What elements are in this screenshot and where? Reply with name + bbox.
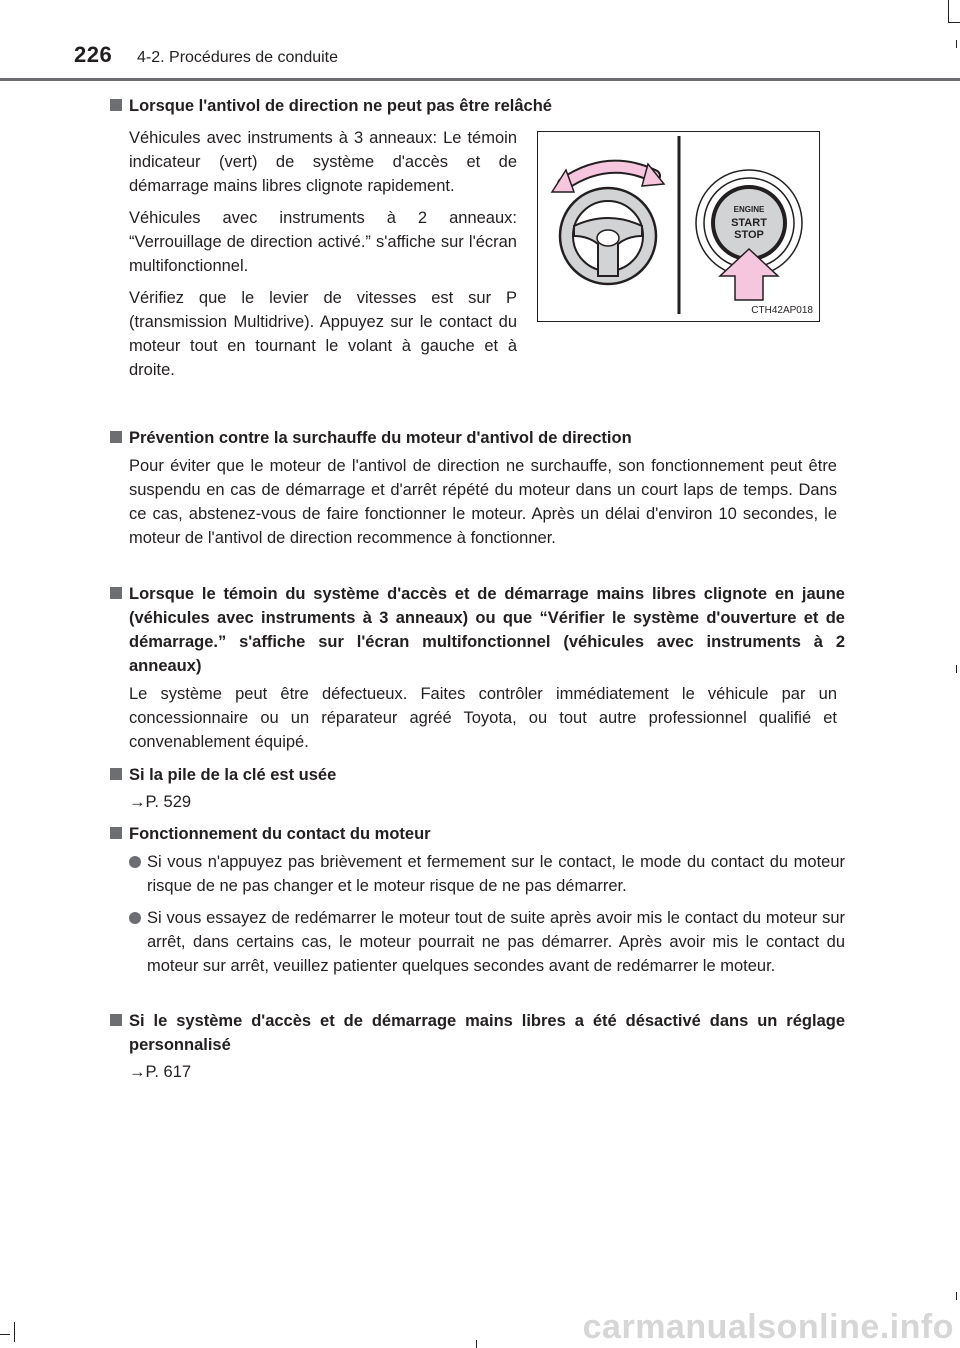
circle-bullet-icon (129, 856, 141, 868)
crop-mark (476, 1340, 477, 1348)
paragraph: Véhicules avec instruments à 2 anneaux: “Verrouillage de direction activé.” s'affiche sur l'écran multifonctionnel. (129, 209, 517, 275)
list-item: Si vous essayez de redémarrer le moteur tout de suite après avoir mis le contact du moteur sur arrêt, dans certains cas, le moteur pourrait ne pas démarrer. Après avoir mis le contact du moteur sur arrêt, veuillez patienter quelques secondes avant de redémarrer le moteur. (110, 906, 845, 978)
steering-wheel-icon (560, 188, 656, 284)
header-rule (0, 78, 960, 81)
crop-mark (14, 1322, 15, 1342)
square-bullet-icon (110, 587, 122, 599)
section-title: Fonctionnement du contact du moteur (110, 822, 845, 846)
paragraph: Le système peut être défectueux. Faites contrôler immédiatement le véhicule par un concessionnaire ou un réparateur agréé Toyota, ou tout autre professionnel qualifié et convenablement équipé. (129, 685, 837, 751)
figure-code: CTH42AP018 (751, 305, 813, 316)
chapter-title: 4-2. Procédures de conduite (137, 49, 339, 66)
illustration-svg (538, 132, 819, 321)
square-bullet-icon (110, 431, 122, 443)
section-title: Si le système d'accès et de démarrage mains libres a été désactivé dans un réglage personnalisé (110, 1009, 845, 1057)
square-bullet-icon (110, 768, 122, 780)
page-header (0, 0, 960, 82)
watermark: carmanualsonline.info (582, 1308, 954, 1346)
paragraph: Vérifiez que le levier de vitesses est sur P (transmission Multidrive). Appuyez sur le contact du moteur tout en tournant le volant à gauche et à droite. (129, 289, 517, 379)
svg-text:ENGINE: ENGINE (733, 205, 765, 214)
section-indicator-flashing (110, 582, 845, 754)
crop-mark (948, 0, 949, 22)
page-reference[interactable]: →P. 529 (129, 793, 192, 811)
section-title: Prévention contre la surchauffe du moteur d'antivol de direction (110, 426, 845, 450)
steering-and-start-button-illustration (537, 131, 820, 322)
square-bullet-icon (110, 1014, 122, 1026)
section-system-deactivated (110, 1009, 845, 1082)
square-bullet-icon (110, 99, 122, 111)
list-item: Si vous n'appuyez pas brièvement et fermement sur le contact, le mode du contact du moteur risque de ne pas changer et le moteur risque de ne pas démarrer. (110, 850, 845, 898)
circle-bullet-icon (129, 912, 141, 924)
section-title: Si la pile de la clé est usée (110, 763, 845, 787)
crop-mark (956, 665, 957, 673)
section-key-battery (110, 763, 845, 812)
crop-mark (948, 22, 960, 23)
paragraph: Véhicules avec instruments à 3 anneaux: Le témoin indicateur (vert) de système d'accès et de démarrage mains libres clignote rapidement. (129, 129, 517, 195)
page-number: 226 (74, 42, 113, 67)
crop-mark (956, 40, 957, 48)
svg-text:START: START (731, 217, 767, 229)
svg-text:STOP: STOP (734, 229, 764, 241)
paragraph: Pour éviter que le moteur de l'antivol de direction ne surchauffe, son fonctionnement peut être suspendu en cas de démarrage et d'arrêt répété du moteur dans un court laps de temps. Dans ce cas, abstenez-vous de faire fonctionner le moteur. Après un délai d'environ 10 secondes, le moteur de l'antivol de direction recommence à fonctionner. (129, 457, 837, 547)
section-title: Lorsque l'antivol de direction ne peut pas être relâché (110, 94, 845, 118)
section-title: Lorsque le témoin du système d'accès et de démarrage mains libres clignote en jaune (véhicules avec instruments à 3 anneaux) ou que “Vérifier le système d'ouverture et de démarrage.” s'affiche sur l'écran multifonctionnel (véhicules avec instruments à 2 anneaux) (110, 582, 845, 678)
section-overheat-prevention (110, 426, 845, 550)
page-reference[interactable]: →P. 617 (129, 1063, 192, 1081)
section-engine-switch-operation (110, 822, 845, 978)
crop-mark (956, 1292, 957, 1300)
crop-mark (0, 1334, 10, 1335)
square-bullet-icon (110, 827, 122, 839)
